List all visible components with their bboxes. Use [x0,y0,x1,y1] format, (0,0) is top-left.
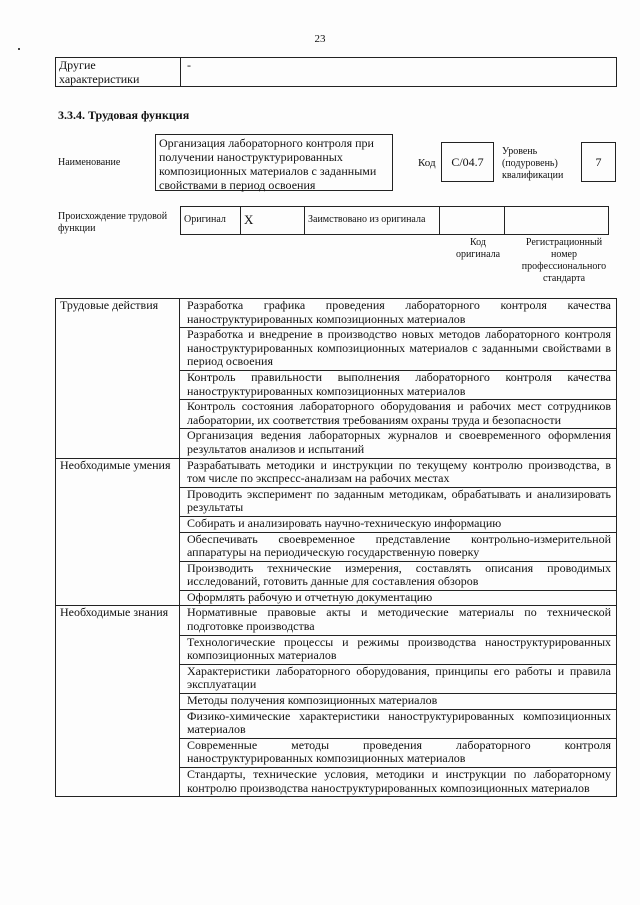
name-label: Наименование [58,157,121,168]
list-item: Контроль правильности выполнения лабораторного контроля качества наноструктурированных композиционных материалов [180,370,616,399]
borrowed-label: Заимствовано из оригинала [305,207,440,235]
list-item: Проводить эксперимент по заданным методикам, обрабатывать и анализировать результаты [180,487,616,516]
section-row-actions [56,299,617,459]
list-item: Технологические процессы и режимы производства наноструктурированных композиционных материалов [180,635,616,664]
list-item: Оформлять рабочую и отчетную документацию [180,590,616,606]
registration-caption: Регистрационный номер профессионального стандарта [521,237,607,284]
section-items-knowledge [180,606,617,797]
origin-table [180,206,609,235]
list-item: Собирать и анализировать научно-техническую информацию [180,516,616,532]
function-details-table [55,298,617,797]
origin-code-cell [440,207,505,235]
list-item: Разработка графика проведения лабораторного контроля качества наноструктурированных композиционных материалов [187,298,611,326]
section-items-actions [180,299,617,459]
level-box: 7 [581,142,616,182]
list-item: Характеристики лабораторного оборудования, принципы его работы и правила эксплуатации [180,664,616,693]
origin-label: Происхождение трудовой функции [58,211,168,234]
page-number: 23 [314,33,326,45]
list-item: Современные методы проведения лабораторного контроля наноструктурированных композиционных материалов [180,738,616,767]
section-title-actions: Трудовые действия [56,299,180,459]
other-characteristics-value: - [181,58,617,87]
original-mark: X [241,207,305,235]
list-item: Стандарты, технические условия, методики и инструкции по лабораторному контролю производства наноструктурированных композиционных материалов [180,767,616,796]
list-item: Организация ведения лабораторных журналов и своевременного оформления результатов анализов и испытаний [180,428,616,457]
list-item: Обеспечивать своевременное представление контрольно-измерительной аппаратуры на периодическую государственную поверку [180,532,616,561]
list-item: Физико-химические характеристики наноструктурированных композиционных материалов [180,709,616,738]
section-row-knowledge [56,606,617,797]
list-item: Производить технические измерения, составлять описания проводимых исследований, готовить данные для составления обзоров [180,561,616,590]
list-item: Нормативные правовые акты и методические материалы по технической подготовке производства [187,605,611,634]
list-item: Разрабатывать методики и инструкции по текущему контролю производства, в том числе по экспресс-анализам на рабочих местах [187,457,611,486]
original-label: Оригинал [181,207,241,235]
section-title-skills: Необходимые умения [56,458,180,606]
section-title-knowledge: Необходимые знания [56,606,180,797]
section-items-skills [180,458,617,606]
list-item: Методы получения композиционных материалов [180,693,616,709]
registration-number-cell [505,207,609,235]
section-row-skills [56,458,617,606]
function-code-box: С/04.7 [441,142,494,182]
function-name-box: Организация лабораторного контроля при получении наноструктурированных композиционных материалов с заданными свойствами в период освоения [155,134,393,191]
code-label: Код [418,157,436,169]
other-characteristics-table [55,57,617,87]
code-caption: Код оригинала [455,237,501,260]
list-item: Контроль состояния лабораторного оборудования и рабочих мест сотрудников лаборатории, их соответствия требованиям охраны труда и безопасности [180,399,616,428]
other-characteristics-label: Другие характеристики [56,58,181,87]
section-title: 3.3.4. Трудовая функция [58,108,190,122]
list-item: Разработка и внедрение в производство новых методов лабораторного контроля наноструктурированных композиционных материалов с заданными свойствами в период освоения [180,327,616,370]
scan-speck [18,48,20,50]
level-label: Уровень (подуровень) квалификации [502,146,564,181]
